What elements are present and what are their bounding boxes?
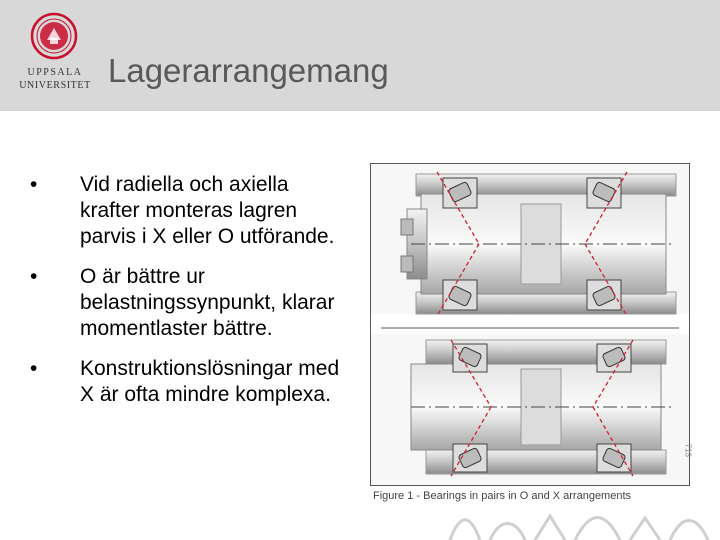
figure-id-label: 713	[683, 443, 692, 457]
uppsala-university-logo	[12, 12, 98, 98]
logo-text-universitet: UNIVERSITET	[19, 80, 91, 91]
logo-text-uppsala: UPPSALA	[27, 67, 83, 78]
bearing-diagram	[371, 164, 689, 485]
bullet-marker: •	[30, 265, 38, 288]
bullet-list	[28, 172, 348, 422]
bullet-text: Konstruktionslösningar med X är ofta mindre komplexa.	[80, 357, 340, 406]
bearing-arrangement-figure	[370, 163, 690, 486]
bullet-marker: •	[30, 173, 38, 196]
university-seal-icon	[30, 12, 78, 60]
bullet-item	[28, 356, 348, 408]
slide-header	[0, 0, 720, 111]
decorative-watermark	[440, 508, 720, 540]
o-arrangement-assembly	[371, 164, 689, 316]
bullet-text: O är bättre ur belastningssynpunkt, klarar momentlaster bättre.	[80, 265, 335, 340]
bullet-text: Vid radiella och axiella krafter monteras lagren parvis i X eller O utförande.	[80, 173, 335, 248]
bullet-item	[28, 264, 348, 342]
figure-caption: Figure 1 - Bearings in pairs in O and X arrangements	[373, 490, 632, 502]
bullet-marker: •	[30, 357, 38, 380]
bullet-item	[28, 172, 348, 250]
x-arrangement-assembly	[371, 334, 689, 485]
slide-title: Lagerarrangemang	[108, 52, 389, 89]
